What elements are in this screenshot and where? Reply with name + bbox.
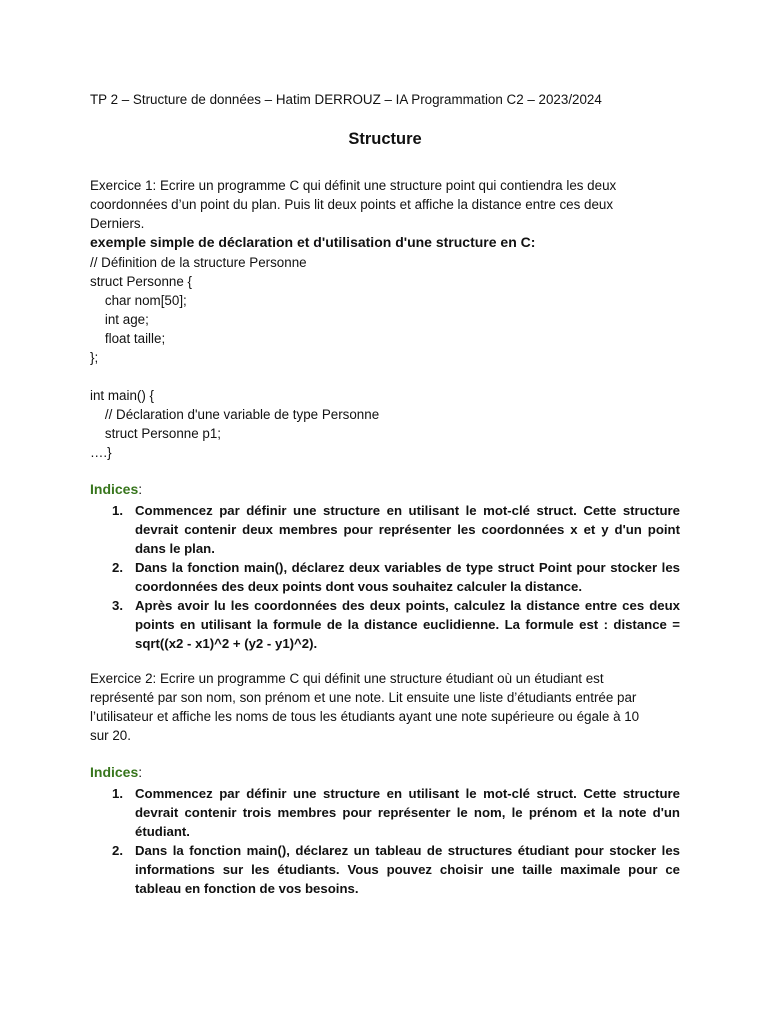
list-number: 1. xyxy=(112,503,123,518)
document-header: TP 2 – Structure de données – Hatim DERROUZ – IA Programmation C2 – 2023/2024 xyxy=(90,92,602,107)
indices-heading-1: Indices: xyxy=(90,481,143,497)
list-item xyxy=(90,784,680,841)
code-line: float taille; xyxy=(90,331,166,346)
code-line: int age; xyxy=(90,312,149,327)
indices-label: Indices xyxy=(90,481,139,497)
list-item-text: Commencez par définir une structure en utilisant le mot-clé struct. Cette structure devrait contenir trois membres pour représenter le nom, le prénom et la note d'un étudiant. xyxy=(135,786,680,839)
list-item-text: Dans la fonction main(), déclarez un tableau de structures étudiant pour stocker les informations sur les étudiants. Vous pouvez choisir une taille maximale pour ce tableau en fonction de vos besoins. xyxy=(135,843,680,896)
code-line xyxy=(90,367,379,386)
code-line: // Définition de la structure Personne xyxy=(90,255,307,270)
list-item-text: Après avoir lu les coordonnées des deux points, calculez la distance entre ces deux points en utilisant la formule de la distance euclidienne. La formule est : distance = sqrt((x2 - x1)^2 + (y2 - y1)^2). xyxy=(135,598,680,651)
code-line: struct Personne p1; xyxy=(90,426,221,441)
list-number: 3. xyxy=(112,598,123,613)
code-line: struct Personne { xyxy=(90,274,192,289)
list-number: 2. xyxy=(112,560,123,575)
list-item-text: Commencez par définir une structure en utilisant le mot-clé struct. Cette structure devrait contenir deux membres pour représenter les coordonnées x et y d'un point dans le plan. xyxy=(135,503,680,556)
indices-label: Indices xyxy=(90,764,139,780)
page-title: Structure xyxy=(348,130,422,148)
code-example xyxy=(90,253,379,462)
list-item xyxy=(90,558,680,596)
indices-list-1 xyxy=(90,501,680,653)
list-item xyxy=(90,841,680,898)
code-line: }; xyxy=(90,350,99,365)
list-number: 1. xyxy=(112,786,123,801)
code-line: char nom[50]; xyxy=(90,293,187,308)
code-line: // Déclaration d'une variable de type Personne xyxy=(90,407,380,422)
list-item xyxy=(90,596,680,653)
code-line: ….} xyxy=(90,445,112,460)
list-item-text: Dans la fonction main(), déclarez deux variables de type struct Point pour stocker les coordonnées des deux points dont vous souhaitez calculer la distance. xyxy=(135,560,680,594)
exercise-2-statement: Exercice 2: Ecrire un programme C qui définit une structure étudiant où un étudiant est représenté par son nom, son prénom et une note. Lit ensuite une liste d’étudiants entrée par l’utilisateur et affiche les noms de tous les étudiants ayant une note supérieure ou égale à 10 sur 20. xyxy=(90,671,640,743)
example-heading: exemple simple de déclaration et d'utilisation d'une structure en C: xyxy=(90,234,536,250)
indices-heading-2: Indices: xyxy=(90,764,143,780)
code-line: int main() { xyxy=(90,388,154,403)
indices-list-2 xyxy=(90,784,680,898)
exercise-1-statement: Exercice 1: Ecrire un programme C qui définit une structure point qui contiendra les deux coordonnées d’un point du plan. Puis lit deux points et affiche la distance entre ces deux Derniers. xyxy=(90,178,617,231)
list-number: 2. xyxy=(112,843,123,858)
list-item xyxy=(90,501,680,558)
